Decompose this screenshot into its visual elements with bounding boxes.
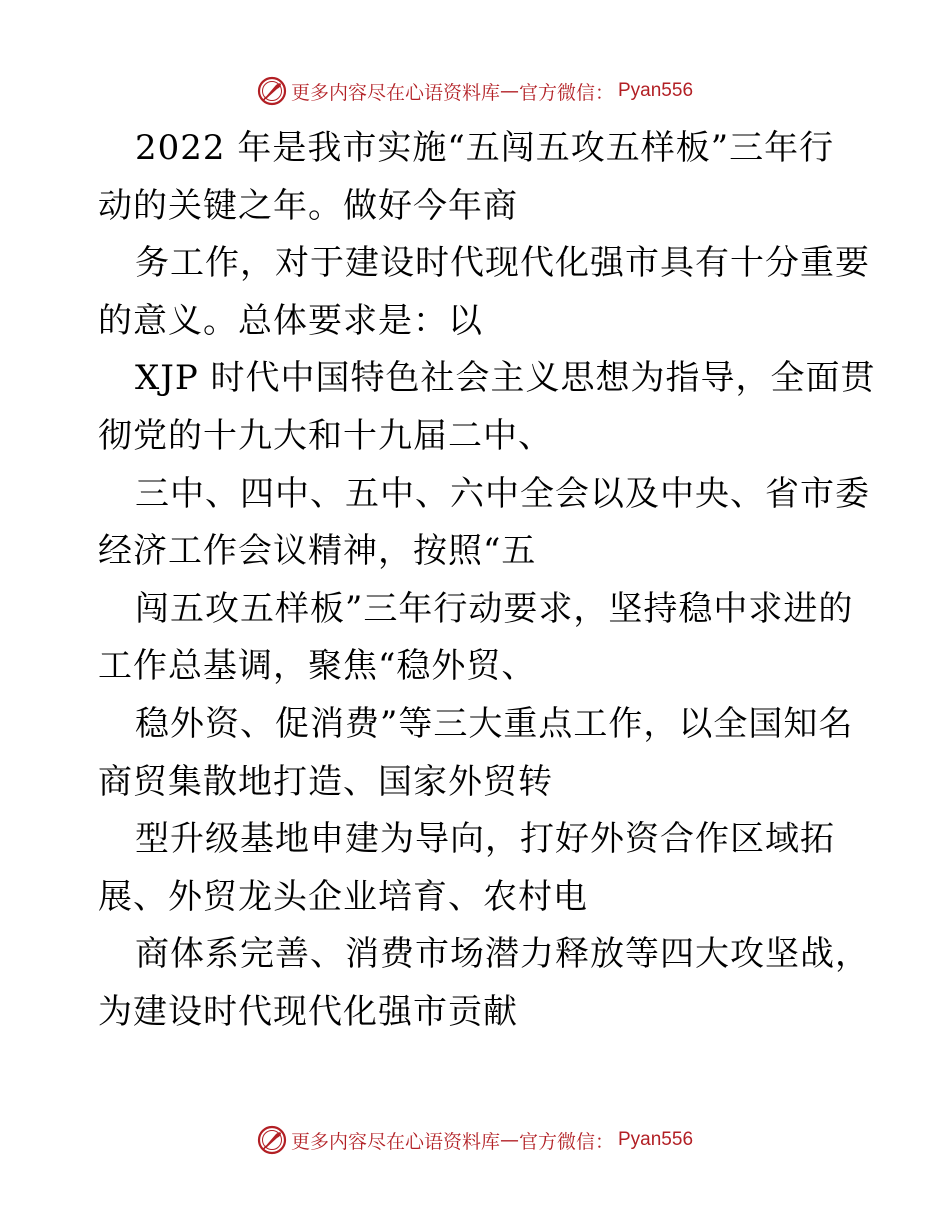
site-name-text: 更多内容尽在心语资料库 bbox=[290, 81, 500, 104]
text-line: XJP 时代中国特色社会主义思想为指导，全面贯 bbox=[135, 358, 876, 399]
wechat-id: Pyan556 bbox=[618, 80, 694, 101]
quill-pen-logo-icon bbox=[257, 76, 287, 106]
text-line: 2022 年是我市实施“五闯五攻五样板”三年行 bbox=[135, 128, 835, 168]
text-line: 展、外贸龙头企业培育、农村电 bbox=[98, 876, 588, 917]
text-line: 彻党的十九大和十九届二中、 bbox=[98, 415, 553, 456]
header-banner bbox=[0, 71, 950, 111]
footer-banner bbox=[0, 1120, 950, 1160]
text-line: 的意义。总体要求是：以 bbox=[98, 300, 483, 341]
text-line: 商体系完善、消费市场潜力释放等四大攻坚战， bbox=[135, 934, 870, 975]
text-line: 型升级基地申建为导向，打好外资合作区域拓 bbox=[135, 819, 835, 860]
text-line: 务工作，对于建设时代现代化强市具有十分重要 bbox=[135, 243, 870, 284]
text-line: 经济工作会议精神，按照“五 bbox=[98, 531, 537, 572]
wechat-label: 官方微信： bbox=[518, 1130, 614, 1153]
text-line: 闯五攻五样板”三年行动要求，坚持稳中求进的 bbox=[135, 588, 854, 629]
quill-pen-logo-icon bbox=[257, 1125, 287, 1155]
banner-separator: — bbox=[499, 1129, 519, 1151]
banner-separator: — bbox=[499, 80, 519, 102]
document-body bbox=[98, 120, 876, 1042]
text-line: 三中、四中、五中、六中全会以及中央、省市委 bbox=[135, 473, 870, 514]
wechat-id: Pyan556 bbox=[618, 1129, 694, 1150]
text-line: 为建设时代现代化强市贡献 bbox=[98, 991, 518, 1032]
text-line: 动的关键之年。做好今年商 bbox=[98, 185, 518, 226]
wechat-label: 官方微信： bbox=[518, 81, 614, 104]
site-name-text: 更多内容尽在心语资料库 bbox=[290, 1130, 500, 1153]
text-line: 商贸集散地打造、国家外贸转 bbox=[98, 761, 553, 802]
text-line: 稳外资、促消费”等三大重点工作，以全国知名 bbox=[135, 703, 854, 744]
text-line: 工作总基调，聚焦“稳外贸、 bbox=[98, 646, 537, 687]
